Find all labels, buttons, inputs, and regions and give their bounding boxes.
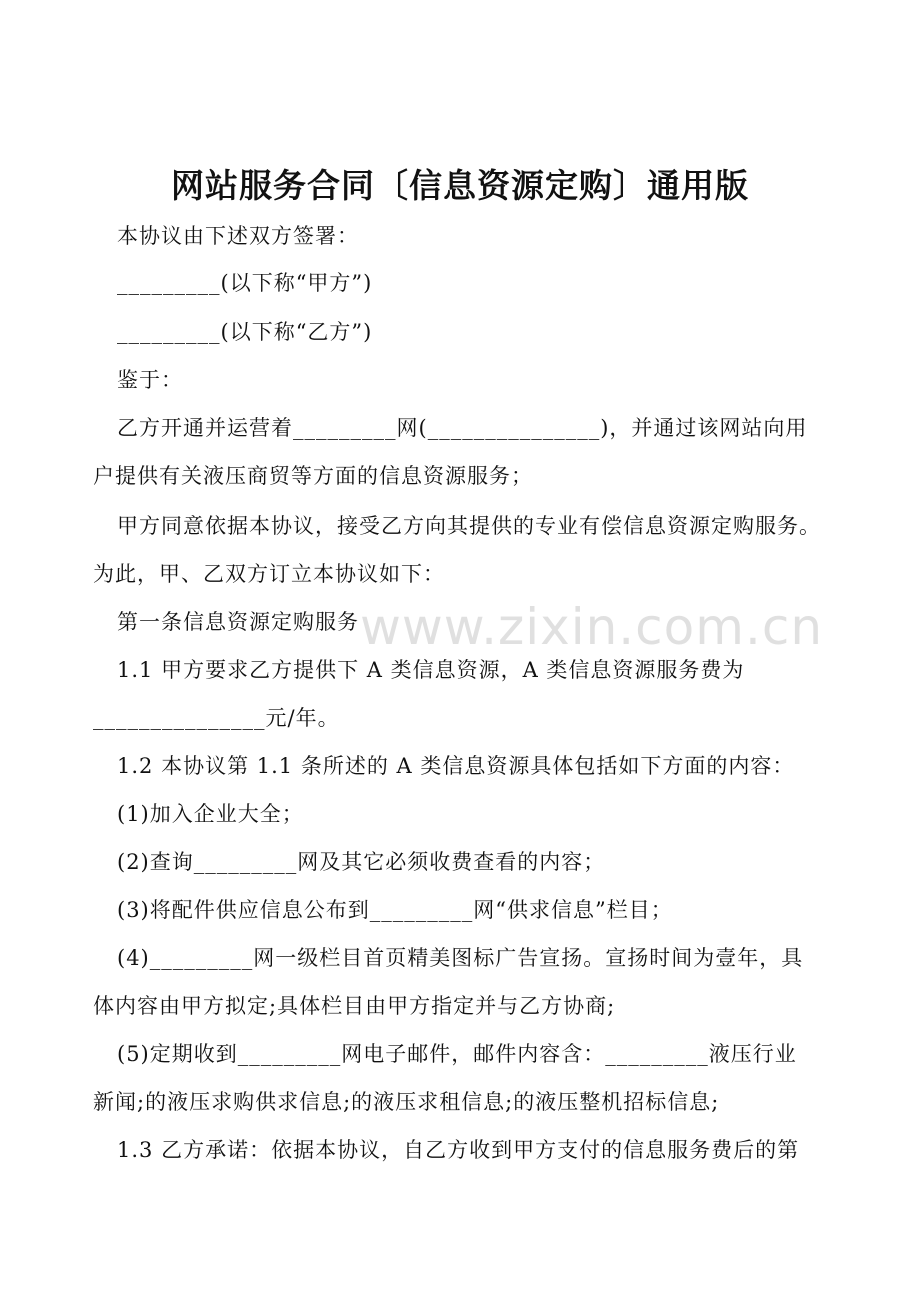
paragraph-line: 甲方同意依据本协议，接受乙方向其提供的专业有偿信息资源定购服务。 [117, 514, 821, 538]
paragraph-line: 乙方开通并运营着_________网(_______________)，并通过该网站向用 [117, 416, 808, 440]
clause-line: _______________元/年。 [93, 706, 340, 730]
list-item-continued: 体内容由甲方拟定;具体栏目由甲方指定并与乙方协商; [93, 994, 616, 1018]
section-heading: 第一条信息资源定购服务 [117, 610, 359, 634]
list-item-continued: 新闻;的液压求购供求信息;的液压求租信息;的液压整机招标信息; [93, 1090, 720, 1114]
clause-line: 1.2 本协议第 1.1 条所述的 A 类信息资源具体包括如下方面的内容： [117, 754, 795, 778]
paragraph-line: 本协议由下述双方签署： [117, 224, 359, 248]
document-title: 网站服务合同〔信息资源定购〕通用版 [171, 166, 749, 205]
list-item: (2)查询_________网及其它必须收费查看的内容； [117, 850, 606, 874]
clause-line: 1.1 甲方要求乙方提供下 A 类信息资源，A 类信息资源服务费为 [117, 658, 745, 682]
party-b-line: _________(以下称“乙方”) [117, 320, 373, 344]
paragraph-line: 鉴于： [117, 368, 183, 392]
list-item: (1)加入企业大全； [117, 802, 304, 826]
clause-line: 1.3 乙方承诺：依据本协议，自乙方收到甲方支付的信息服务费后的第 [117, 1138, 800, 1162]
paragraph-line: 为此，甲、乙双方订立本协议如下： [93, 562, 445, 586]
list-item: (3)将配件供应信息公布到_________网“供求信息”栏目； [117, 898, 673, 922]
list-item: (4)_________网一级栏目首页精美图标广告宣扬。宣扬时间为壹年，具 [117, 946, 804, 970]
party-a-line: _________(以下称“甲方”) [117, 271, 373, 295]
paragraph-line: 户提供有关液压商贸等方面的信息资源服务； [93, 464, 533, 488]
list-item: (5)定期收到_________网电子邮件，邮件内容含：_________液压行业 [117, 1042, 797, 1066]
watermark: www.zixin.com.cn [360, 598, 824, 656]
